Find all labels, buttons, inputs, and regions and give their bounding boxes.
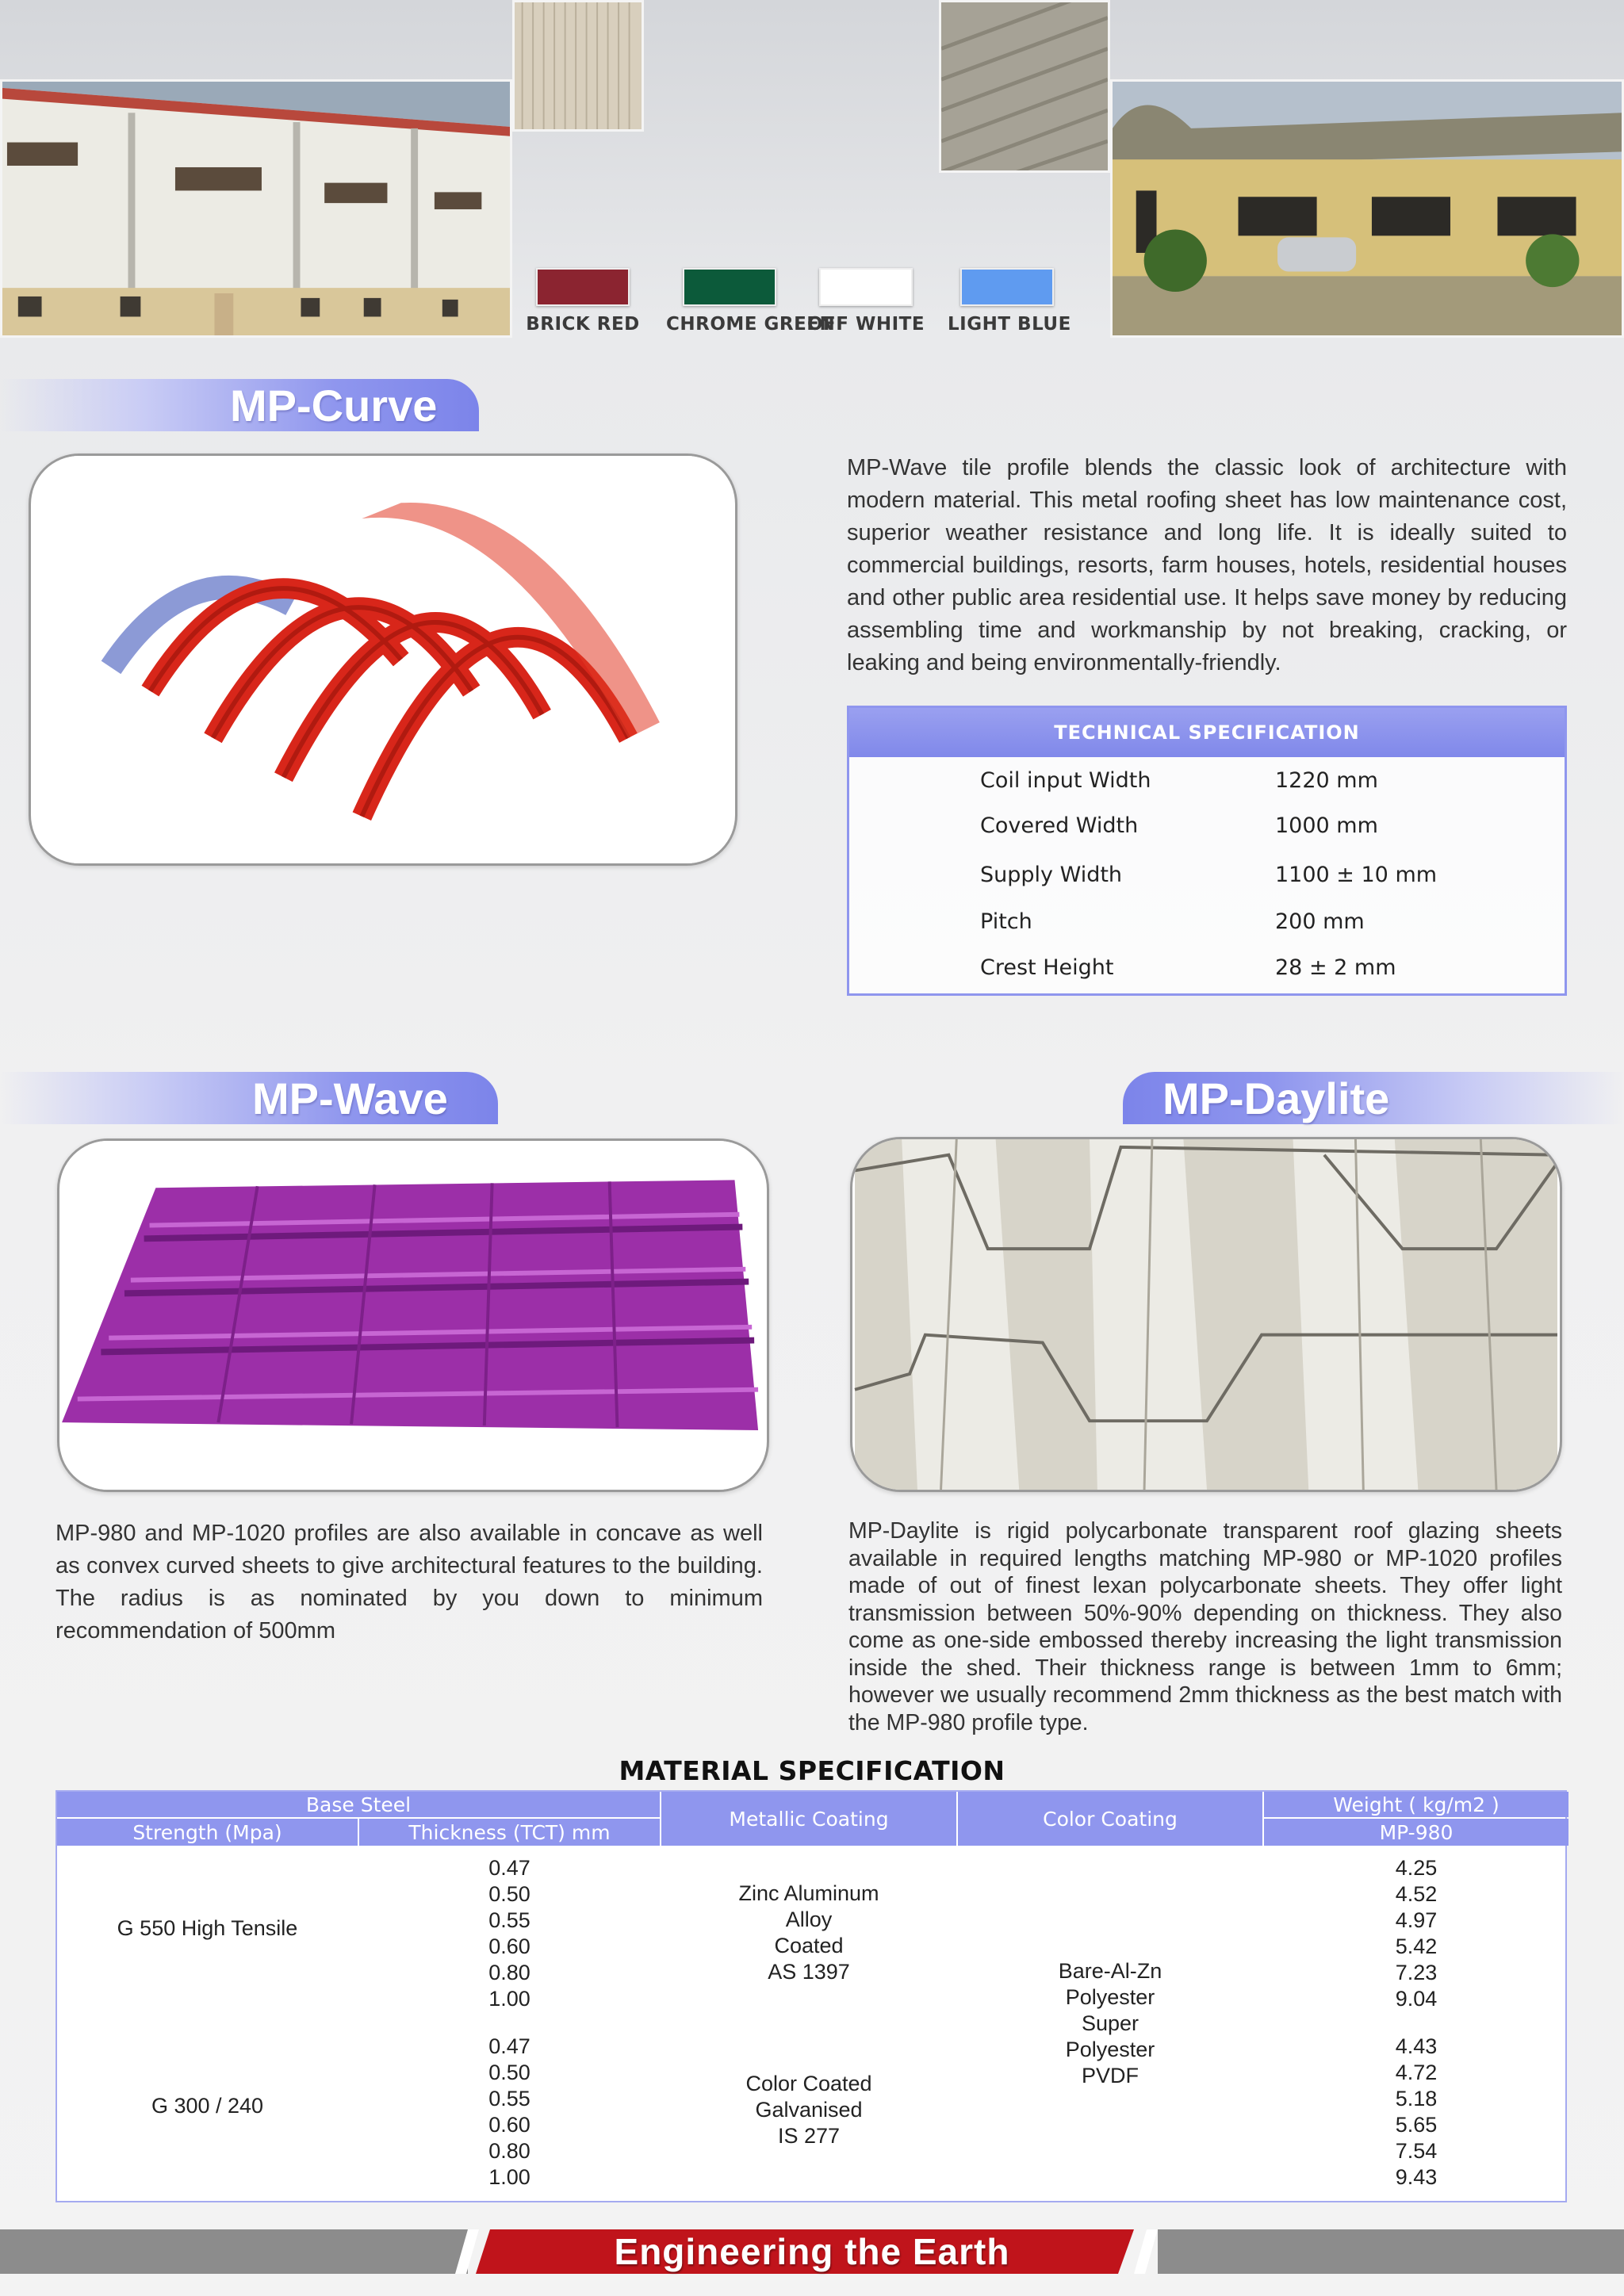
color-coating-line: Bare-Al-Zn	[1058, 1959, 1162, 1983]
thickness-list	[359, 1855, 660, 2012]
spec-label: Covered Width	[980, 813, 1139, 838]
swatch-label: OFF WHITE	[806, 314, 925, 335]
building-photo	[1110, 79, 1624, 338]
metallic-line: IS 277	[777, 2124, 841, 2148]
section-heading-mp-daylite	[1123, 1072, 1624, 1124]
material-spec-title: MATERIAL SPECIFICATION	[619, 1755, 1005, 1786]
weight-value: 5.65	[1395, 2113, 1438, 2137]
weight-value: 5.42	[1395, 1934, 1438, 1958]
spec-value: 28 ± 2 mm	[1275, 955, 1396, 980]
swatch-chip	[960, 268, 1054, 306]
thickness-value: 0.80	[488, 1961, 530, 1984]
spec-value: 1220 mm	[1275, 768, 1378, 793]
thickness-value: 0.50	[488, 2061, 530, 2084]
weight-value: 4.25	[1395, 1856, 1438, 1880]
swatch-chip	[819, 268, 913, 306]
spec-label: Coil input Width	[980, 768, 1151, 793]
thickness-value: 0.60	[488, 2113, 530, 2137]
thickness-value: 0.55	[488, 2087, 530, 2110]
color-swatches	[523, 268, 1110, 347]
swatch-light-blue	[948, 268, 1071, 335]
weight-value: 7.54	[1395, 2139, 1438, 2163]
spec-value: 1100 ± 10 mm	[1275, 863, 1438, 887]
metallic-coating-cell	[661, 2071, 956, 2149]
section-title: MP-Daylite	[1162, 1073, 1390, 1123]
strength-cell: G 550 High Tensile	[117, 1916, 298, 1940]
texture-sample-left	[512, 0, 644, 132]
metallic-line: Zinc Aluminum	[738, 1881, 879, 1905]
color-coating-line: Polyester	[1065, 2038, 1155, 2061]
header-weight: Weight ( kg/m2 )	[1264, 1792, 1568, 1817]
mp-daylite-image	[850, 1137, 1562, 1492]
weight-value: 4.52	[1395, 1882, 1438, 1906]
spec-value: 200 mm	[1275, 909, 1365, 934]
metallic-line: Coated	[774, 1934, 844, 1957]
technical-spec-title: TECHNICAL SPECIFICATION	[849, 708, 1565, 757]
header-color-coating: Color Coating	[958, 1792, 1262, 1846]
weight-value: 4.97	[1395, 1908, 1438, 1932]
swatch-label: CHROME GREEN	[666, 314, 836, 335]
mp-wave-image	[57, 1138, 769, 1492]
texture-sample-right	[939, 0, 1110, 173]
metallic-line: Galvanised	[755, 2098, 863, 2122]
spec-value: 1000 mm	[1275, 813, 1378, 838]
section-heading-mp-wave	[0, 1072, 498, 1124]
thickness-value: 0.47	[488, 1856, 530, 1880]
warehouse-photo	[0, 79, 512, 338]
swatch-off-white	[806, 268, 925, 335]
weight-value: 9.04	[1395, 1987, 1438, 2011]
mp-daylite-description: MP-Daylite is rigid polycarbonate transparent roof glazing sheets available in required lengths matching MP-980 or MP-1020 profiles made of out of finest lexan polycarbonate sheets. They offer light transmission between 50%-90% depending on thickness. They also come as one-side embossed thereby increasing the light transmission inside the shed. Their thickness range is between 1mm to 6mm; however we usually recommend 2mm thickness as the best match with the MP-980 profile type.	[848, 1518, 1562, 1735]
color-coating-line: Super	[1081, 2011, 1139, 2035]
swatch-chrome-green	[666, 268, 836, 335]
swatch-label: BRICK RED	[526, 314, 640, 335]
weight-value: 4.43	[1395, 2034, 1438, 2058]
section-title: MP-Curve	[230, 380, 438, 430]
metallic-line: Color Coated	[745, 2072, 872, 2095]
header-metallic-coating: Metallic Coating	[661, 1792, 956, 1846]
header-strength: Strength (Mpa)	[57, 1819, 358, 1846]
weight-list	[1264, 2034, 1568, 2191]
thickness-value: 0.60	[488, 1934, 530, 1958]
thickness-value: 0.47	[488, 2034, 530, 2058]
swatch-chip	[683, 268, 776, 306]
footer-tagline: Engineering the Earth	[614, 2231, 1010, 2272]
color-coating-line: Polyester	[1065, 1985, 1155, 2009]
thickness-value: 1.00	[488, 2165, 530, 2189]
metallic-coating-cell	[661, 1881, 956, 1985]
weight-value: 9.43	[1395, 2165, 1438, 2189]
thickness-list	[359, 2034, 660, 2191]
weight-value: 5.18	[1395, 2087, 1438, 2110]
technical-spec-table	[847, 706, 1567, 996]
swatch-brick-red	[523, 268, 642, 335]
section-heading-mp-curve	[0, 379, 479, 431]
mp-wave-description: MP-980 and MP-1020 profiles are also available in concave as well as convex curved sheets to give architectural features to the building. The radius is as nominated by you down to minimum recommendation of 500mm	[56, 1521, 763, 1644]
thickness-value: 1.00	[488, 1987, 530, 2011]
section-title: MP-Wave	[252, 1073, 448, 1123]
swatch-label: LIGHT BLUE	[948, 314, 1071, 335]
color-coating-line: PVDF	[1081, 2064, 1139, 2087]
swatch-chip	[536, 268, 630, 306]
thickness-value: 0.80	[488, 2139, 530, 2163]
mp-curve-description: MP-Wave tile profile blends the classic look of architecture with modern material. This metal roofing sheet has low maintenance cost, superior weather resistance and long life. It is ideally suited to commercial buildings, resorts, farm houses, hotels, residential houses and other public area residential use. It helps save money by reducing assembling time and workmanship by not breaking, cracking, or leaking and being environmentally-friendly.	[847, 455, 1567, 675]
spec-label: Crest Height	[980, 955, 1114, 980]
color-coating-cell	[958, 1958, 1262, 2089]
metallic-line: Alloy	[785, 1908, 833, 1931]
header-base-steel: Base Steel	[57, 1792, 660, 1817]
spec-label: Supply Width	[980, 863, 1123, 887]
weight-value: 4.72	[1395, 2061, 1438, 2084]
thickness-value: 0.55	[488, 1908, 530, 1932]
mp-curve-image	[29, 453, 737, 866]
spec-label: Pitch	[980, 909, 1032, 934]
weight-list	[1264, 1855, 1568, 2012]
thickness-value: 0.50	[488, 1882, 530, 1906]
weight-value: 7.23	[1395, 1961, 1438, 1984]
metallic-line: AS 1397	[768, 1960, 850, 1984]
material-spec-table	[56, 1790, 1567, 2202]
header-weight-mp980: MP-980	[1264, 1819, 1568, 1846]
header-thickness: Thickness (TCT) mm	[359, 1819, 660, 1846]
strength-cell: G 300 / 240	[151, 2094, 264, 2118]
